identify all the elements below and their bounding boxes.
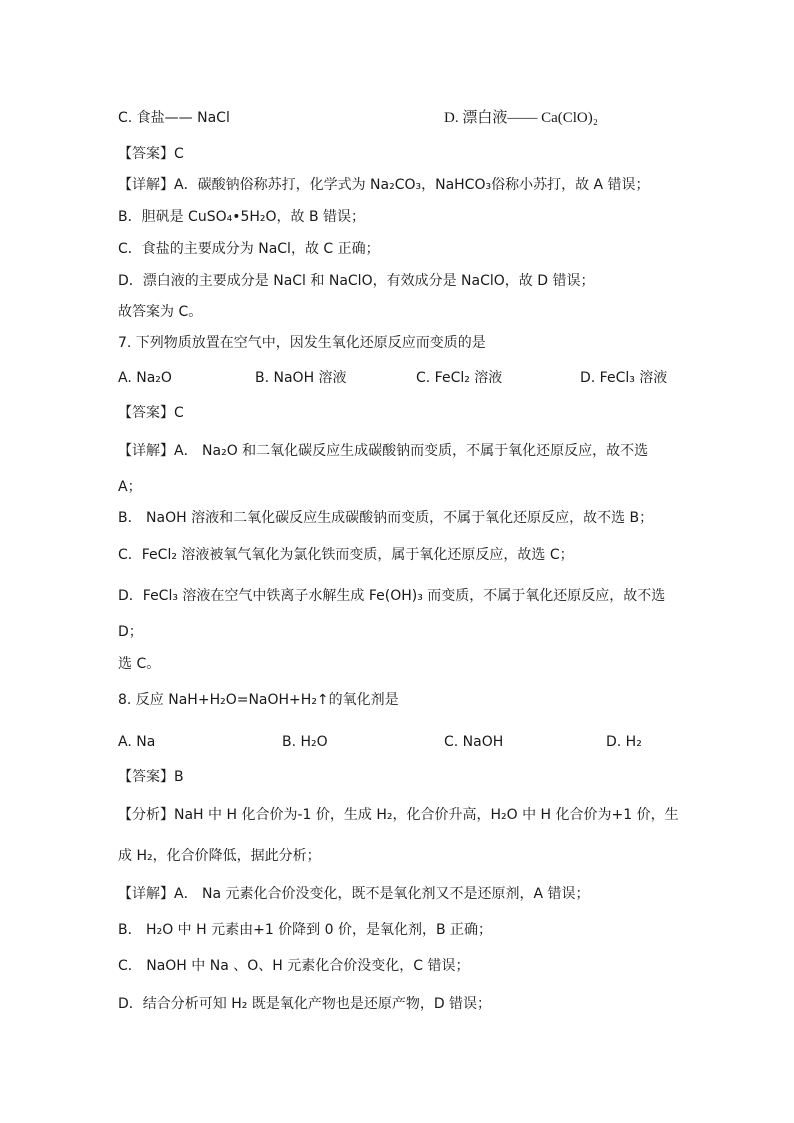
q6-detail-line: 故答案为 C。 [118,304,203,320]
q8-analysis-line: 【分析】NaH 中 H 化合价为-1 价，生成 H₂，化合价升高，H₂O 中 H 化合价为+1 价，生 [118,807,679,823]
q7-detail-line: D．FeCl₃ 溶液在空气中铁离子水解生成 Fe(OH)₃ 而变质，不属于氧化还原反应，故不选 [118,588,666,604]
q8-detail-line: B． H₂O 中 H 元素由+1 价降到 0 价，是氧化剂，B 正确； [118,922,493,938]
q7-option-a: A. Na₂O [118,370,172,386]
q8-option-b: B. H₂O [282,734,328,750]
q6-detail-line: 【详解】A．碳酸钠俗称苏打，化学式为 Na₂CO₃，NaHCO₃俗称小苏打，故 A 错误； [118,177,650,193]
q6-option-d: D. 漂白液—— Ca(ClO)₂ [444,110,598,126]
q6-answer: 【答案】C [118,146,184,162]
q7-detail-line: 选 C。 [118,656,161,672]
q7-answer: 【答案】C [118,405,184,421]
q7-detail-line: D； [118,624,143,640]
q7-option-d: D. FeCl₃ 溶液 [580,370,668,386]
q8-stem: 8. 反应 NaH+H₂O=NaOH+H₂↑的氧化剂是 [118,692,399,708]
q7-detail-line: A； [118,479,142,495]
q7-detail-line: B． NaOH 溶液和二氧化碳反应生成碳酸钠而变质，不属于氧化还原反应，故不选 B； [118,510,654,526]
q6-detail-line: B．胆矾是 CuSO₄•5H₂O，故 B 错误； [118,209,366,225]
q8-detail-line: C． NaOH 中 Na 、O、H 元素化合价没变化，C 错误； [118,958,470,974]
q7-detail-line: C．FeCl₂ 溶液被氧气氧化为氯化铁而变质，属于氧化还原反应，故选 C； [118,547,574,563]
q8-detail-line: 【详解】A． Na 元素化合价没变化，既不是氧化剂又不是还原剂，A 错误； [118,886,590,902]
q8-detail-line: D．结合分析可知 H₂ 既是氧化产物也是还原产物，D 错误； [118,996,492,1012]
q7-detail-line: 【详解】A． Na₂O 和二氧化碳反应生成碳酸钠而变质，不属于氧化还原反应，故不选 [118,443,649,459]
q6-option-c: C. 食盐—— NaCl [118,110,230,126]
q7-stem: 7. 下列物质放置在空气中，因发生氧化还原反应而变质的是 [118,335,486,351]
q8-option-c: C. NaOH [444,734,504,750]
q6-detail-line: D．漂白液的主要成分是 NaCl 和 NaClO，有效成分是 NaClO，故 D 错误； [118,273,595,289]
q7-option-c: C. FeCl₂ 溶液 [416,370,503,386]
q7-option-b: B. NaOH 溶液 [255,370,347,386]
q8-answer: 【答案】B [118,769,184,785]
q6-detail-line: C．食盐的主要成分为 NaCl，故 C 正确； [118,241,380,257]
q8-analysis-line: 成 H₂，化合价降低，据此分析； [118,848,321,864]
q8-option-a: A. Na [118,734,156,750]
q8-option-d: D. H₂ [606,734,642,750]
